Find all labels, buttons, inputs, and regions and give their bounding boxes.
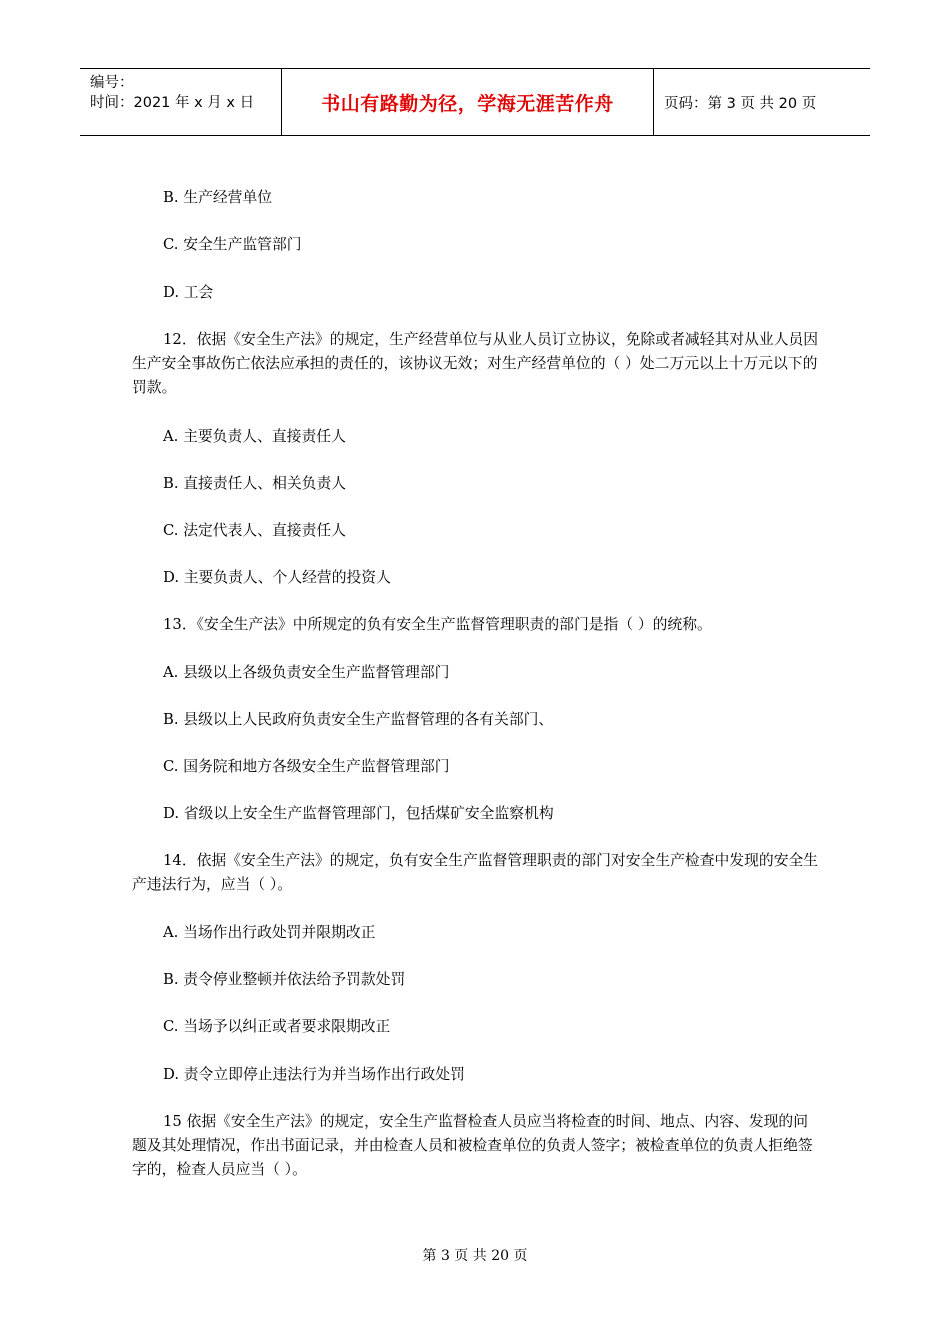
question-14: 14．依据《安全生产法》的规定，负有安全生产监督管理职责的部门对安全生产检查中发现的安全生产违法行为，应当（ ）。	[132, 852, 819, 893]
question-15: 15 依据《安全生产法》的规定，安全生产监督检查人员应当将检查的时间、地点、内容、发现的问题及其处理情况，作出书面记录，并由检查人员和被检查单位的负责人签字；被检查单位的负责人拒绝签字的，检查人员应当（ ）。	[132, 1113, 813, 1178]
option-d: D. 责令立即停止违法行为并当场作出行政处罚	[163, 1066, 465, 1083]
option-d: D. 省级以上安全生产监督管理部门，包括煤矿安全监察机构	[163, 805, 554, 822]
option-b: B. 县级以上人民政府负责安全生产监督管理的各有关部门、	[163, 711, 554, 728]
option-d: D. 主要负责人、个人经营的投资人	[163, 569, 391, 586]
option-b: B. 生产经营单位	[163, 189, 273, 206]
option-d: D. 工会	[163, 284, 214, 301]
option-a: A. 主要负责人、直接责任人	[163, 428, 346, 445]
page-header	[80, 68, 870, 136]
header-motto: 书山有路勤为径，学海无涯苦作舟	[282, 69, 654, 135]
time-label: 时间：2021 年 x 月 x 日	[90, 95, 255, 111]
page-footer: 第 3 页 共 20 页	[422, 1248, 528, 1264]
header-meta	[80, 69, 282, 135]
question-13: 13．《安全生产法》中所规定的负有安全生产监督管理职责的部门是指（ ）的统称。	[163, 616, 712, 633]
option-c: C. 安全生产监管部门	[163, 236, 302, 253]
option-c: C. 法定代表人、直接责任人	[163, 522, 346, 539]
option-a: A. 县级以上各级负责安全生产监督管理部门	[163, 664, 450, 681]
option-a: A. 当场作出行政处罚并限期改正	[163, 924, 376, 941]
option-c: C. 当场予以纠正或者要求限期改正	[163, 1018, 391, 1035]
question-12: 12．依据《安全生产法》的规定，生产经营单位与从业人员订立协议，免除或者减轻其对从业人员因生产安全事故伤亡依法应承担的责任的，该协议无效；对生产经营单位的（ ）处二万元以上十万元以下的罚款。	[132, 331, 819, 396]
option-c: C. 国务院和地方各级安全生产监督管理部门	[163, 758, 450, 775]
option-b: B. 直接责任人、相关负责人	[163, 475, 347, 492]
header-page-info: 页码：第 3 页 共 20 页	[664, 95, 817, 112]
option-b: B. 责令停业整顿并依法给予罚款处罚	[163, 971, 406, 988]
number-label: 编号：	[90, 75, 134, 91]
